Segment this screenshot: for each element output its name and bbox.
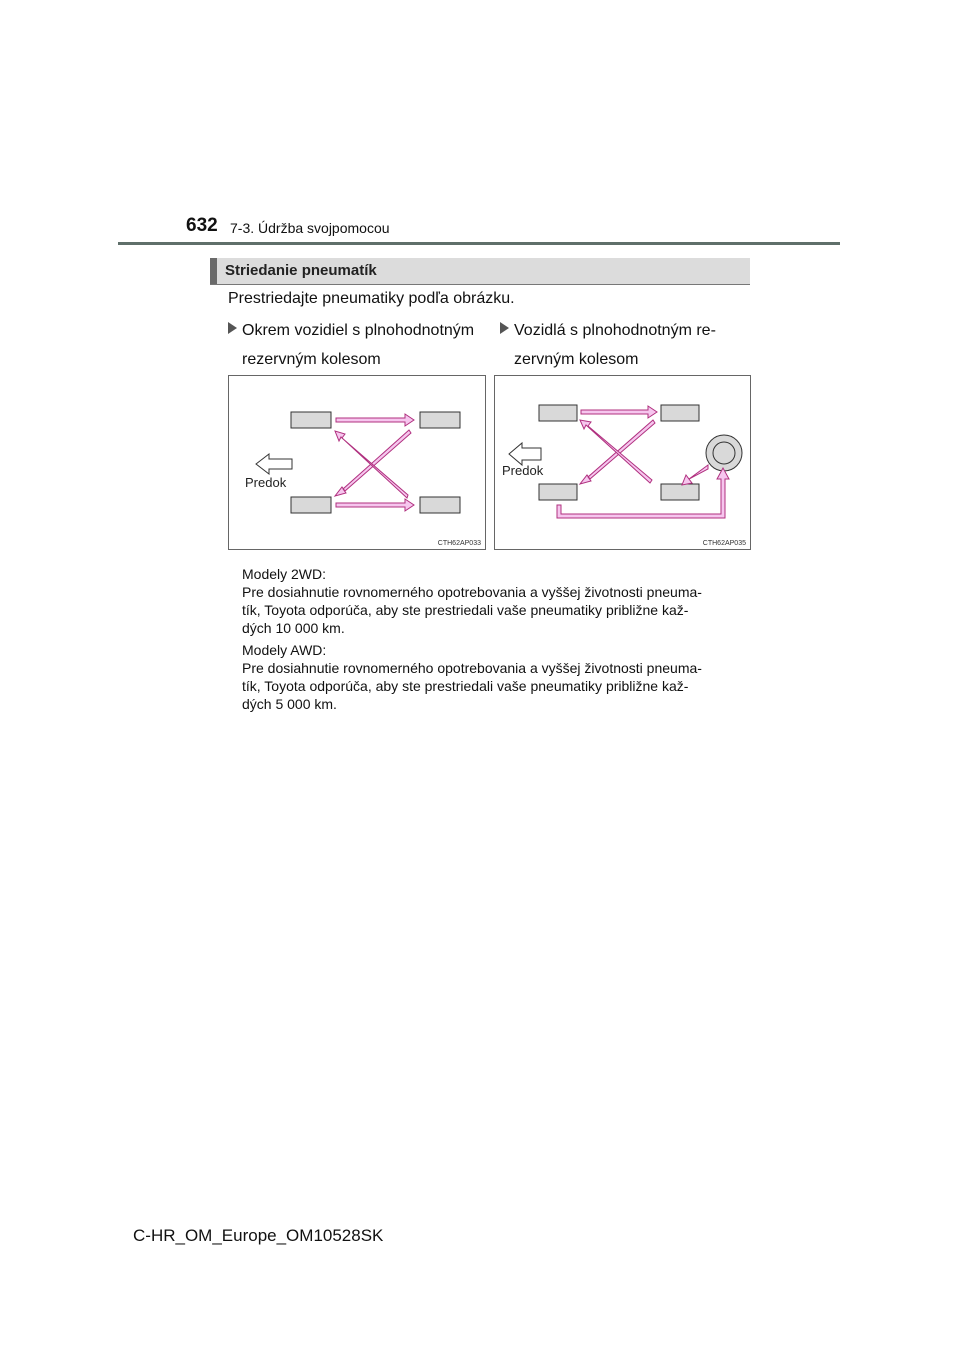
figure-code: CTH62AP033 <box>437 540 481 547</box>
figure-code: CTH62AP035 <box>702 540 746 547</box>
bullet-line: rezervným kolesom <box>242 351 381 368</box>
tire-rear-left <box>291 497 331 513</box>
tire-front-right <box>661 405 699 421</box>
spare-tire-icon <box>706 435 742 471</box>
front-label: Predok <box>245 475 287 490</box>
tire-front-left <box>539 405 577 421</box>
tire-front-left <box>291 412 331 428</box>
note-2wd <box>242 565 752 637</box>
rotation-diagram-svg <box>229 376 485 549</box>
tire-rear-right <box>661 484 699 500</box>
note-line: tík, Toyota odporúča, aby ste prestriedali vaše pneumatiky približne kaž- <box>242 602 689 618</box>
note-line: dých 5 000 km. <box>242 696 337 712</box>
section-heading: Striedanie pneumatík <box>225 262 377 279</box>
front-direction-arrow-icon <box>256 454 292 474</box>
header-rule <box>118 242 840 245</box>
note-line: dých 10 000 km. <box>242 620 345 636</box>
triangle-bullet-icon <box>228 322 237 334</box>
note-line: Pre dosiahnutie rovnomerného opotrebovania a vyššej životnosti pneuma- <box>242 584 702 600</box>
rotation-arrow <box>580 420 652 483</box>
rotation-arrow <box>682 465 708 485</box>
front-label: Predok <box>502 463 544 478</box>
tire-rear-right <box>420 497 460 513</box>
section-heading-bar <box>210 258 750 285</box>
bullet-with-spare <box>500 319 760 369</box>
front-direction-arrow-icon <box>509 443 541 465</box>
page-number: 632 <box>186 215 218 236</box>
rotation-diagram-without-spare <box>228 375 486 550</box>
triangle-bullet-icon <box>500 322 509 334</box>
note-title: Modely 2WD: <box>242 566 327 582</box>
rotation-arrow <box>335 430 411 496</box>
heading-accent <box>210 258 217 284</box>
note-awd <box>242 641 752 713</box>
rotation-arrow <box>336 499 414 511</box>
note-line: Pre dosiahnutie rovnomerného opotrebovania a vyššej životnosti pneuma- <box>242 660 702 676</box>
tire-rear-left <box>539 484 577 500</box>
rotation-diagram-with-spare <box>494 375 751 550</box>
tire-front-right <box>420 412 460 428</box>
bullet-line: zervným kolesom <box>514 351 639 368</box>
bullet-line: Okrem vozidiel s plnohodnotným <box>242 322 475 339</box>
note-title: Modely AWD: <box>242 642 327 658</box>
bullet-line: Vozidlá s plnohodnotným re- <box>514 322 716 339</box>
document-code-footer: C-HR_OM_Europe_OM10528SK <box>133 1226 384 1245</box>
rotation-arrow <box>336 414 414 426</box>
bullet-without-spare <box>228 319 488 369</box>
note-line: tík, Toyota odporúča, aby ste prestriedali vaše pneumatiky približne kaž- <box>242 678 689 694</box>
rotation-diagram-svg <box>495 376 750 549</box>
section-reference: 7-3. Údržba svojpomocou <box>230 220 390 236</box>
intro-text: Prestriedajte pneumatiky podľa obrázku. <box>228 290 515 307</box>
rotation-arrow <box>581 406 657 418</box>
